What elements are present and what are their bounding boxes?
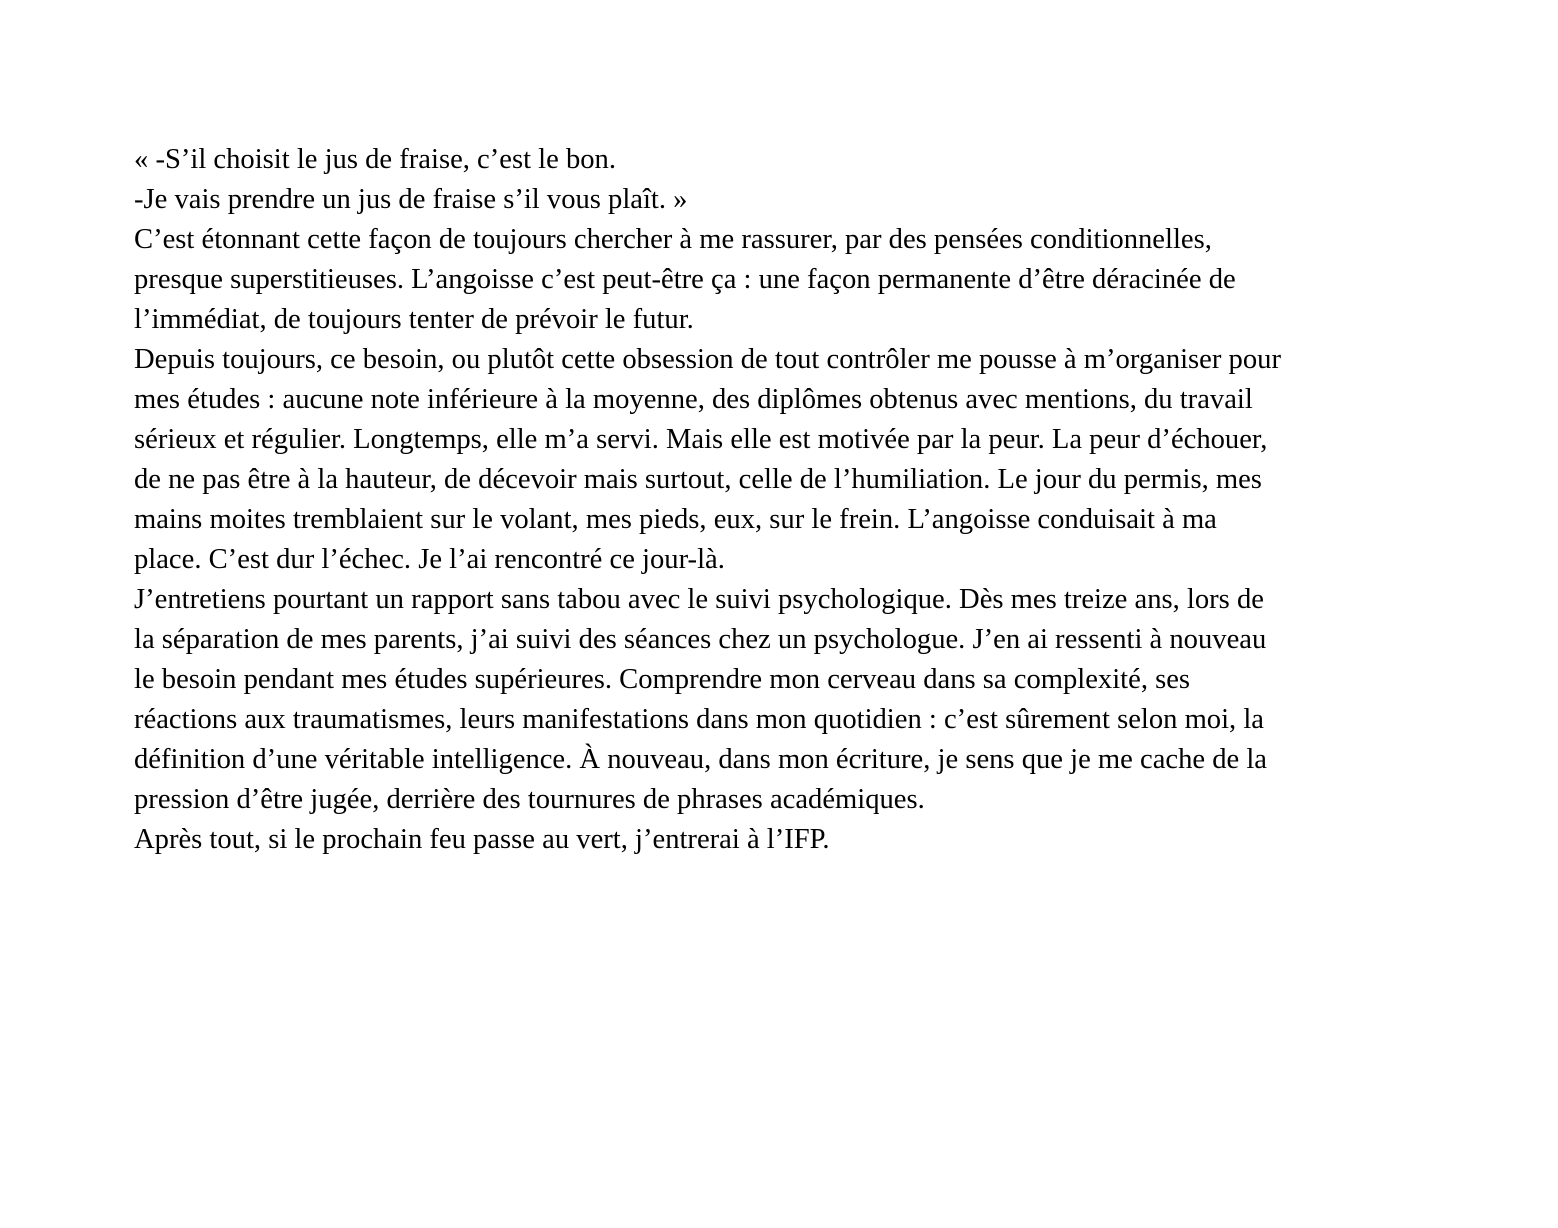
text-line: de ne pas être à la hauteur, de décevoir mais surtout, celle de l’humiliation. Le jour du permis, mes — [134, 464, 1262, 495]
text-line: C’est étonnant cette façon de toujours chercher à me rassurer, par des pensées conditionnelles, — [134, 224, 1212, 255]
text-line: -Je vais prendre un jus de fraise s’il vous plaît. » — [134, 184, 688, 215]
text-line: sérieux et régulier. Longtemps, elle m’a servi. Mais elle est motivée par la peur. La peur d’échouer, — [134, 424, 1268, 455]
text-line: J’entretiens pourtant un rapport sans tabou avec le suivi psychologique. Dès mes treize ans, lors de — [134, 584, 1264, 615]
text-line: mes études : aucune note inférieure à la moyenne, des diplômes obtenus avec mentions, du travail — [134, 384, 1253, 415]
text-line: la séparation de mes parents, j’ai suivi des séances chez un psychologue. J’en ai ressenti à nouveau — [134, 624, 1267, 655]
text-line: définition d’une véritable intelligence. À nouveau, dans mon écriture, je sens que je me cache de la — [134, 744, 1267, 775]
text-line: pression d’être jugée, derrière des tournures de phrases académiques. — [134, 784, 925, 815]
text-line: Depuis toujours, ce besoin, ou plutôt cette obsession de tout contrôler me pousse à m’organiser pour — [134, 344, 1281, 375]
document-body-text — [134, 140, 1434, 860]
text-line: réactions aux traumatismes, leurs manifestations dans mon quotidien : c’est sûrement selon moi, la — [134, 704, 1264, 735]
text-line: presque superstitieuses. L’angoisse c’est peut-être ça : une façon permanente d’être déracinée de — [134, 264, 1236, 295]
text-line: le besoin pendant mes études supérieures. Comprendre mon cerveau dans sa complexité, ses — [134, 664, 1191, 695]
text-line: place. C’est dur l’échec. Je l’ai rencontré ce jour-là. — [134, 544, 725, 575]
text-line: Après tout, si le prochain feu passe au vert, j’entrerai à l’IFP. — [134, 824, 830, 855]
text-line: « -S’il choisit le jus de fraise, c’est le bon. — [134, 144, 617, 175]
text-line: mains moites tremblaient sur le volant, mes pieds, eux, sur le frein. L’angoisse conduisait à ma — [134, 504, 1217, 535]
text-line: l’immédiat, de toujours tenter de prévoir le futur. — [134, 304, 694, 335]
